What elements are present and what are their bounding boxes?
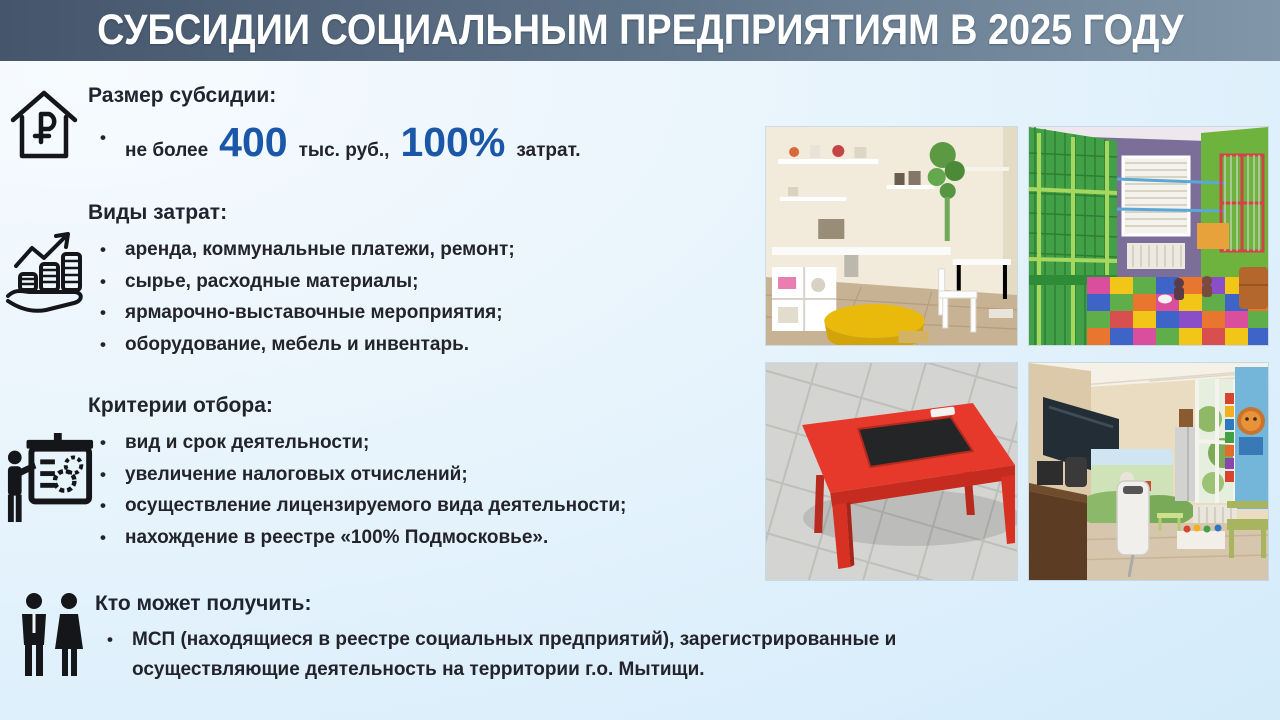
bullet-item: • оборудование, мебель и инвентарь. bbox=[88, 329, 768, 361]
house-ruble-icon bbox=[8, 84, 80, 166]
section-who-can-receive bbox=[95, 592, 995, 685]
section-subsidy-size bbox=[88, 84, 768, 163]
bullet-item: • ярмарочно-выставочные мероприятия; bbox=[88, 297, 768, 329]
bullet-item: • сырье, расходные материалы; bbox=[88, 266, 768, 298]
presentation-board-icon bbox=[5, 428, 95, 528]
two-people-icon bbox=[16, 591, 88, 681]
bullet-item: • увеличение налоговых отчислений; bbox=[88, 459, 768, 491]
bullet-item: • МСП (находящиеся в реестре социальных предприятий), зарегистрированные и осуществляющие деятельность на территории г.о. Мытищи. bbox=[95, 625, 977, 685]
interactive-table-photo bbox=[766, 363, 1017, 580]
subsidy-amount-line bbox=[88, 119, 768, 165]
indoor-playground-photo bbox=[1029, 127, 1268, 345]
section-selection-criteria bbox=[88, 394, 768, 553]
bullet-item: • вид и срок деятельности; bbox=[88, 427, 768, 459]
bullet-item: • аренда, коммунальные платежи, ремонт; bbox=[88, 234, 768, 266]
amount-unit: тыс. руб., bbox=[298, 140, 390, 161]
bullet-item: • осуществление лицензируемого вида деятельности; bbox=[88, 490, 768, 522]
cost-types-heading: Виды затрат: bbox=[88, 201, 228, 224]
slide-header bbox=[0, 0, 1280, 61]
subsidy-size-heading: Размер субсидии: bbox=[88, 84, 277, 107]
slide-title: СУБСИДИИ СОЦИАЛЬНЫМ ПРЕДПРИЯТИЯМ В 2025 ГОДУ bbox=[96, 6, 1184, 54]
amount-value: 400 bbox=[219, 119, 288, 165]
coins-growth-hand-icon bbox=[4, 226, 88, 316]
percent-suffix: затрат. bbox=[516, 140, 581, 161]
who-can-receive-heading: Кто может получить: bbox=[95, 592, 312, 615]
bullet-item: • нахождение в реестре «100% Подмосковье». bbox=[88, 522, 768, 554]
percent-value: 100% bbox=[400, 119, 506, 165]
children-room-photo bbox=[766, 127, 1017, 345]
kids-office-photo bbox=[1029, 363, 1268, 580]
selection-criteria-heading: Критерии отбора: bbox=[88, 394, 273, 417]
amount-prefix: • не более bbox=[125, 140, 209, 161]
section-cost-types bbox=[88, 201, 768, 360]
